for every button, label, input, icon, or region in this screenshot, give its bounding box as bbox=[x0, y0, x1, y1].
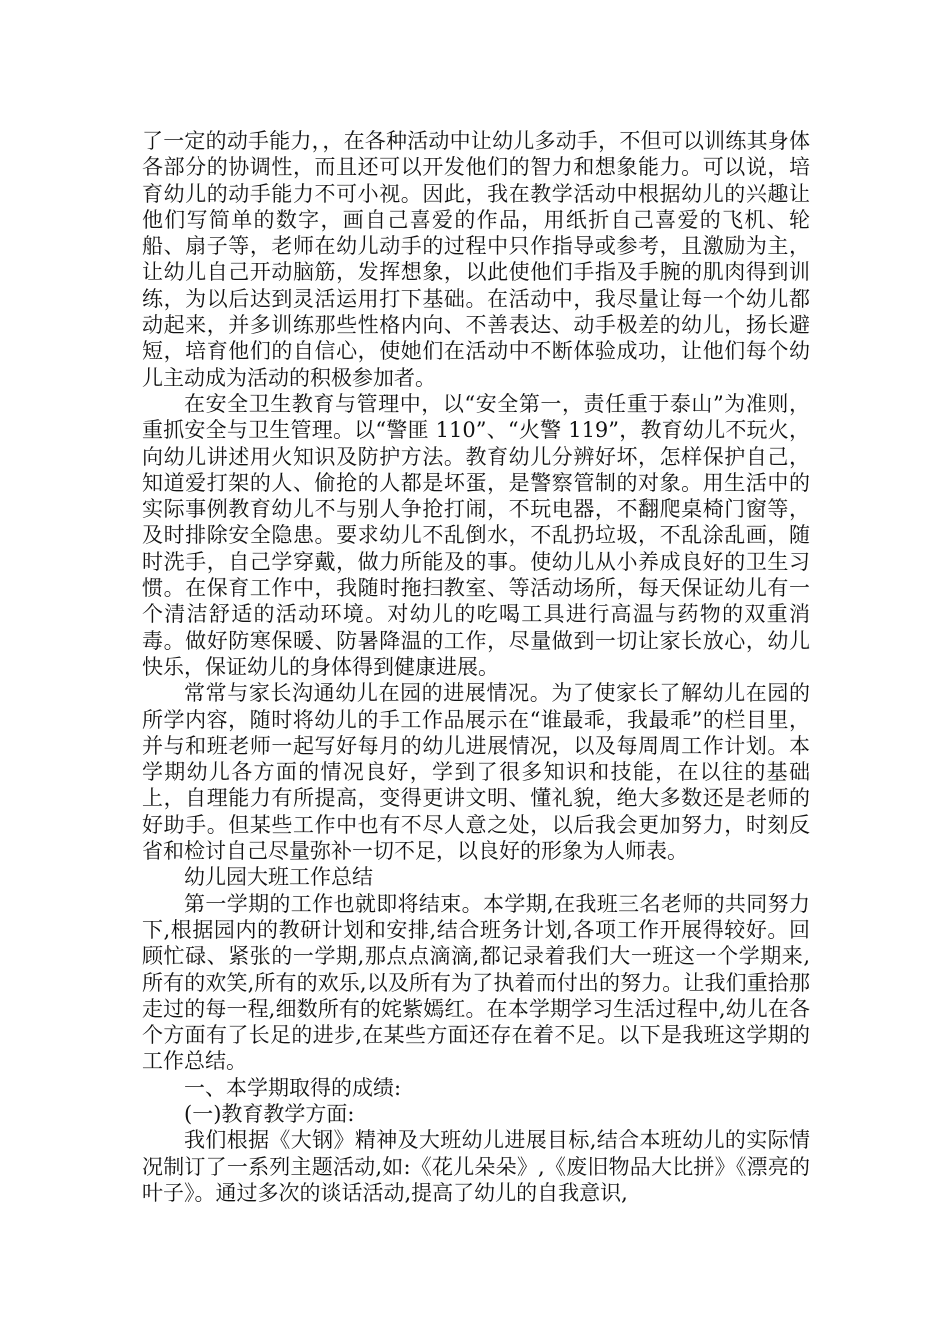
paragraph-semester-intro: 第一学期的工作也就即将结束。本学期,在我班三名老师的共同努力下,根据园内的教研计划和安排,结合班务计划,各项工作开展得较好。回顾忙碌、紧张的一学期,那点点滴滴,都记录着我们大一班这一个学期来,所有的欢笑,所有的欢乐,以及所有为了执着而付出的努力。让我们重拾那走过的每一程,细数所有的姹紫嫣红。在本学期学习生活过程中,幼儿在各个方面有了长足的进步,在某些方面还存在着不足。以下是我班这学期的工作总结。 bbox=[142, 891, 810, 1074]
paragraph-theme-activities: 我们根据《大钢》精神及大班幼儿进展目标,结合本班幼儿的实际情况制订了一系列主题活动,如:《花儿朵朵》,《废旧物品大比拼》《漂亮的叶子》。通过多次的谈话活动,提高了幼儿的自我意识, bbox=[142, 1128, 810, 1205]
paragraph-hands-on-ability: 了一定的动手能力，，在各种活动中让幼儿多动手，不但可以训练其身体各部分的协调性，而且还可以开发他们的智力和想象能力。可以说，培育幼儿的动手能力不可小视。因此，我在教学活动中根据幼儿的兴趣让他们写简单的数字，画自己喜爱的作品，用纸折自己喜爱的飞机、轮船、扇子等，老师在幼儿动手的过程中只作指导或参考，且激励为主，让幼儿自己开动脑筋，发挥想象，以此使他们手指及手腕的肌肉得到训练，为以后达到灵活运用打下基础。在活动中，我尽量让每一个幼儿都动起来，并多训练那些性格内向、不善表达、动手极差的幼儿，扬长避短，培育他们的自信心，使她们在活动中不断体验成功，让他们每个幼儿主动成为活动的积极参加者。 bbox=[142, 129, 810, 390]
paragraph-parent-communication: 常常与家长沟通幼儿在园的进展情况。为了使家长了解幼儿在园的所学内容，随时将幼儿的手工作品展示在“谁最乖，我最乖”的栏目里，并与和班老师一起写好每月的幼儿进展情况，以及每周周工作计划。本学期幼儿各方面的情况良好，学到了很多知识和技能，在以往的基础上，自理能力有所提高，变得更讲文明、懂礼貌，绝大多数还是老师的好助手。但某些工作中也有不尽人意之处，以后我会更加努力，时刻反省和检讨自己尽量弥补一切不足，以良好的形象为人师表。 bbox=[142, 681, 810, 864]
document-body bbox=[142, 128, 810, 1206]
section-heading: 幼儿园大班工作总结 bbox=[184, 865, 373, 890]
subheading-achievements: 一、本学期取得的成绩: bbox=[184, 1075, 402, 1100]
paragraph-safety-hygiene: 在安全卫生教育与管理中，以“安全第一，责任重于泰山”为准则，重抓安全与卫生管理。以“警匪 110”、“火警 119”，教育幼儿不玩火，向幼儿讲述用火知识及防护方法。教育幼儿分辨好坏，怎样保护自己，知道爱打架的人、偷抢的人都是坏蛋，是警察管制的对象。用生活中的实际事例教育幼儿不与别人争抢打闹，不玩电器，不翻爬桌椅门窗等，及时排除安全隐患。要求幼儿不乱倒水，不乱扔垃圾，不乱涂乱画，随时洗手，自己学穿戴，做力所能及的事。使幼儿从小养成良好的卫生习惯。在保育工作中，我随时拖扫教室、等活动场所，每天保证幼儿有一个清洁舒适的活动环境。对幼儿的吃喝工具进行高温与药物的双重消毒。做好防寒保暖、防暑降温的工作，尽量做到一切让家长放心，幼儿快乐，保证幼儿的身体得到健康进展。 bbox=[142, 391, 810, 679]
subheading-education-teaching: (一)教育教学方面: bbox=[184, 1101, 355, 1126]
